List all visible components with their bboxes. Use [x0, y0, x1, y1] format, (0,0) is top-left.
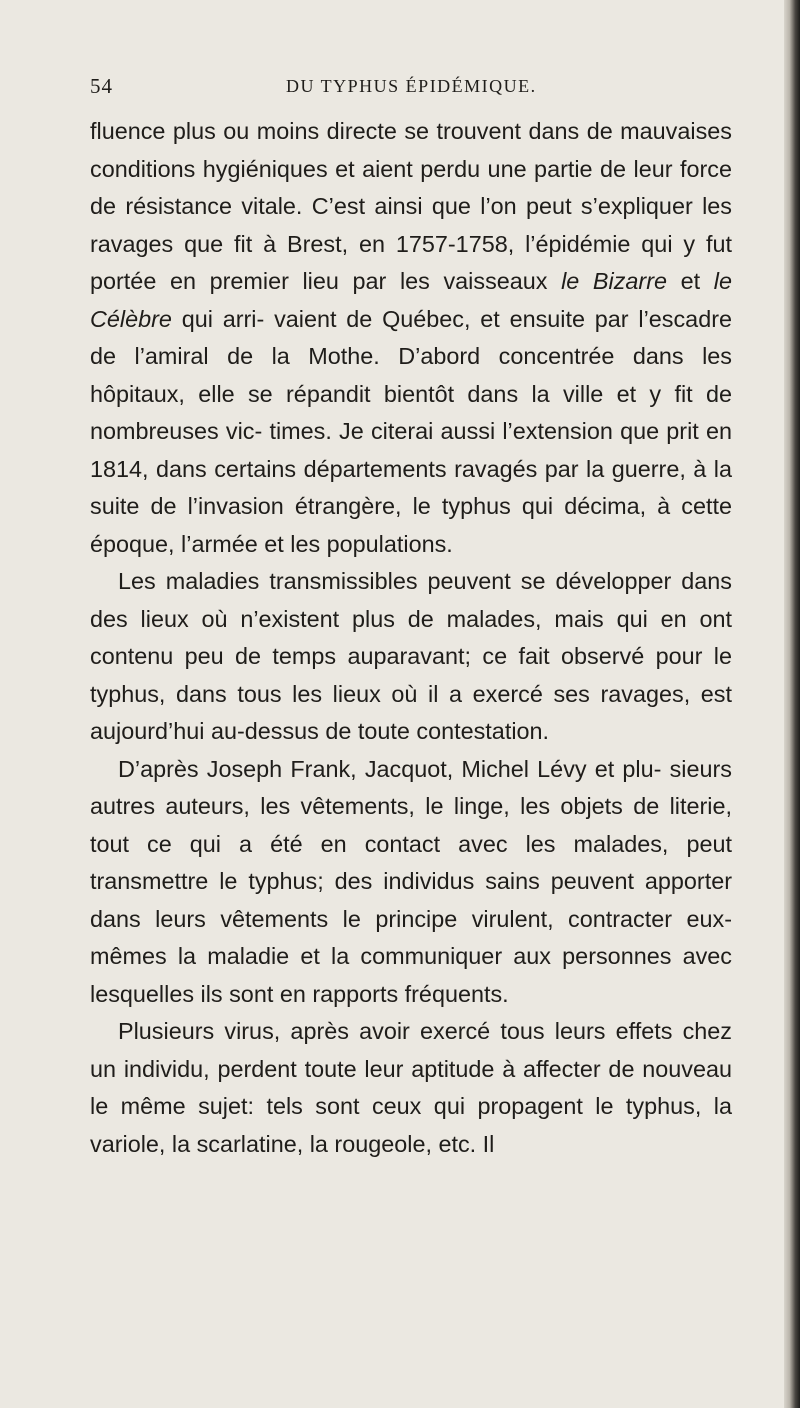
ship-name: le Bizarre	[561, 268, 668, 294]
paragraph-text-part: qui arri- vaient de Québec, et ensuite par l’escadre de l’amiral de la Mothe. D’abord concentrée dans les hôpitaux, elle se répandit bientôt dans la ville et y fit de nombreuses vic- times. Je citerai aussi l’extension que prit en 1814, dans certains départements ravagés par la guerre, à la suite de l’invasion étrangère, le typhus qui décima, à cette époque, l’armée et les populations.	[90, 305, 732, 557]
paragraph: D’après Joseph Frank, Jacquot, Michel Lévy et plu- sieurs autres auteurs, les vêtements, le linge, les objets de literie, tout ce qui a été en contact avec les malades, peut transmettre le typhus; des individus sains peuvent apporter dans leurs vêtements le principe virulent, contracter eux-mêmes la maladie et la communiquer aux personnes avec lesquelles ils sont en rapports fréquents.	[90, 755, 732, 1007]
paragraph-text-part: fluence plus ou moins directe se trouvent dans de mauvaises conditions hygiéniques et aient perdu une partie de leur force de résistance vitale. C’est ainsi que l’on peut s’expliquer les ravages que fit à Brest, en 1757-1758, l’épidémie qui y fut portée en premier lieu par les vaisseaux	[90, 118, 732, 294]
paragraph: Les maladies transmissibles peuvent se développer dans des lieux où n’existent plus de malades, mais qui en ont contenu peu de temps auparavant; ce fait observé pour le typhus, dans tous les lieux où il a exercé ses ravages, est aujourd’hui au-dessus de toute contestation.	[90, 568, 732, 744]
paragraph: Plusieurs virus, après avoir exercé tous leurs effets chez un individu, perdent toute leur aptitude à affecter de nouveau le même sujet: tels sont ceux qui propagent le typhus, la variole, la scarlatine, la rougeole, etc. Il	[90, 1018, 732, 1157]
page-number: 54	[90, 74, 113, 98]
paragraph-text-part: et	[667, 268, 714, 294]
page-header	[90, 74, 730, 108]
paragraph-continuation	[90, 113, 732, 563]
book-binding-edge	[784, 0, 800, 1408]
ship-name: le Célèbre	[90, 268, 732, 332]
body-text	[90, 113, 732, 1163]
running-title: DU TYPHUS ÉPIDÉMIQUE.	[286, 76, 537, 96]
